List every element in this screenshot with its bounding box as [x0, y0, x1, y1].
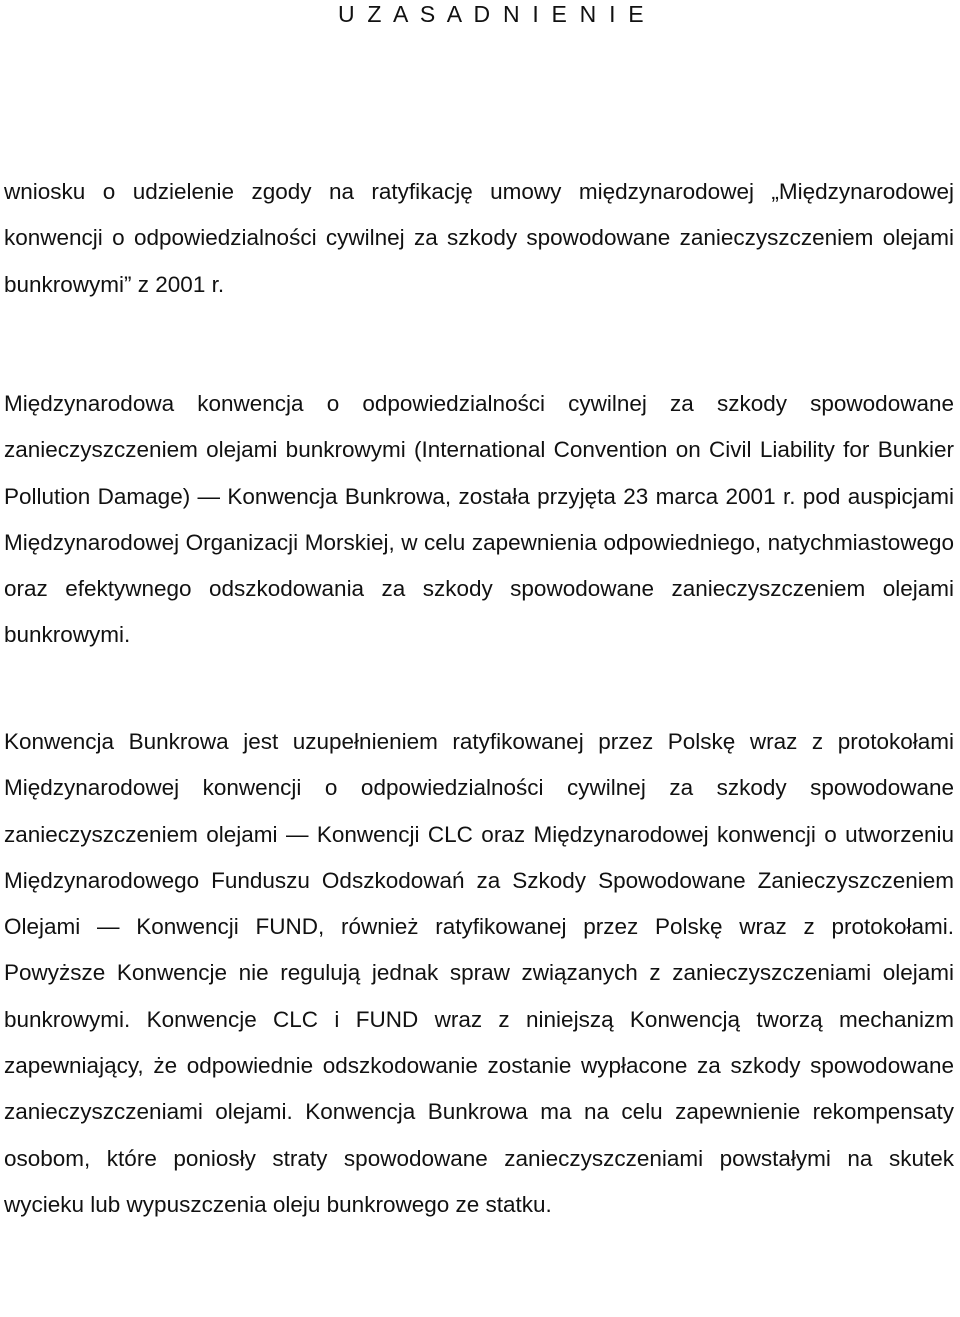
subtitle-paragraph: wniosku o udzielenie zgody na ratyfikację umowy międzynarodowej „Międzynarodowej konwencji o odpowiedzialności cywilnej za szkody spowodowane zanieczyszczeniem olejami bunkrowymi” z 2001 r.: [4, 179, 954, 297]
body-paragraph-1: Międzynarodowa konwencja o odpowiedzialności cywilnej za szkody spowodowane zanieczyszczeniem olejami bunkrowymi (International Convention on Civil Liability for Bunkier Pollution Damage) — Konwencja Bunkrowa, została przyjęta 23 marca 2001 r. pod auspicjami Międzynarodowej Organizacji Morskiej, w celu zapewnienia odpowiedniego, natychmiastowego oraz efektywnego odszkodowania za szkody spowodowane zanieczyszczeniem olejami bunkrowymi.: [4, 391, 954, 648]
document-title: U Z A S A D N I E N I E: [338, 1, 647, 27]
body-paragraph-2: Konwencja Bunkrowa jest uzupełnieniem ratyfikowanej przez Polskę wraz z protokołami Międzynarodowej konwencji o odpowiedzialności cywilnej za szkody spowodowane zanieczyszczeniem olejami — Konwencji CLC oraz Międzynarodowej konwencji o utworzeniu Międzynarodowego Funduszu Odszkodowań za Szkody Spowodowane Zanieczyszczeniem Olejami — Konwencji FUND, również ratyfikowanej przez Polskę wraz z protokołami. Powyższe Konwencje nie regulują jednak spraw związanych z zanieczyszczeniami olejami bunkrowymi. Konwencje CLC i FUND wraz z niniejszą Konwencją tworzą mechanizm zapewniający, że odpowiednie odszkodowanie zostanie wypłacone za szkody spowodowane zanieczyszczeniami olejami. Konwencja Bunkrowa ma na celu zapewnienie rekompensaty osobom, które poniosły straty spowodowane zanieczyszczeniami powstałymi na skutek wycieku lub wypuszczenia oleju bunkrowego ze statku.: [4, 729, 954, 1217]
